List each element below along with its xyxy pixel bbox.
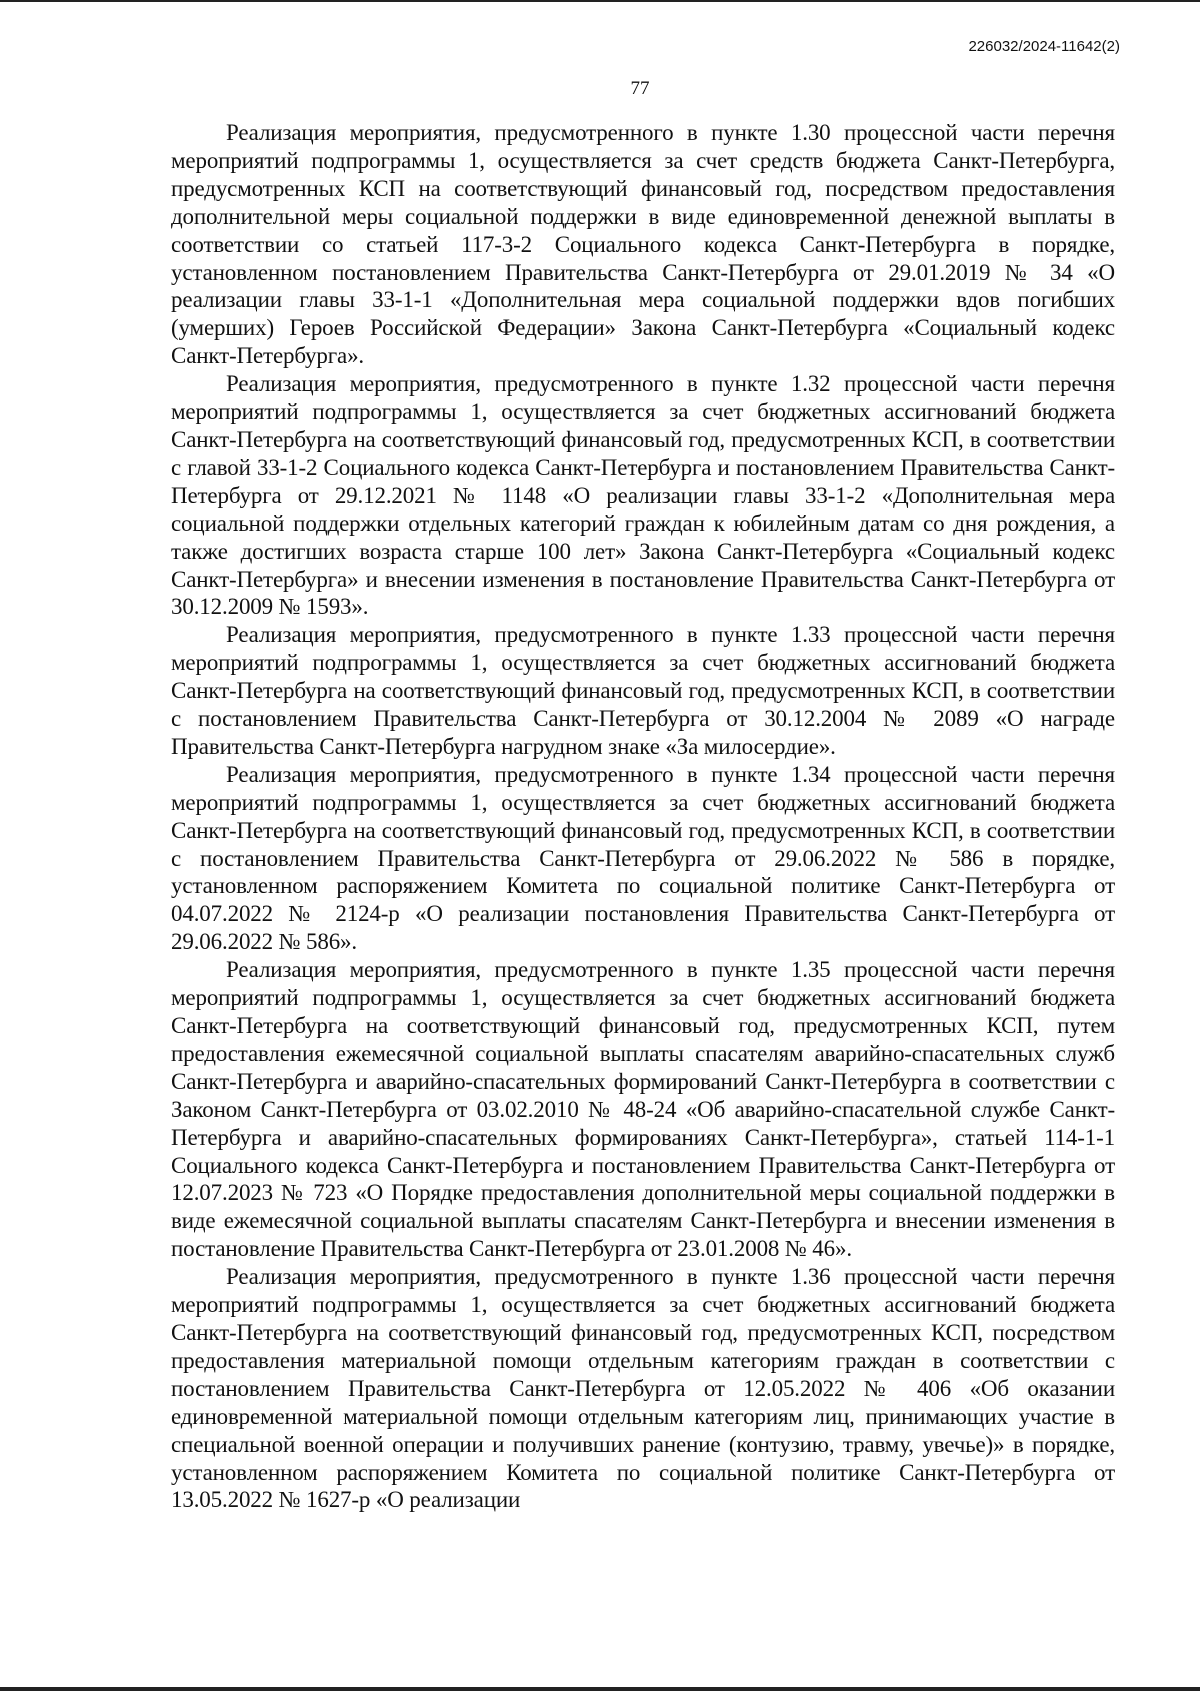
page-number: 77 <box>630 78 650 99</box>
paragraph-1-36: Реализация мероприятия, предусмотренного в пункте 1.36 процессной части перечня мероприятий подпрограммы 1, осуществляется за счет бюджетных ассигнований бюджета Санкт-Петербурга на соответствующий финансовый год, предусмотренных КСП, посредством предоставления материальной помощи отдельным категориям граждан в соответствии с постановлением Правительства Санкт-Петербурга от 12.05.2022 № 406 «Об оказании единовременной материальной помощи отдельным категориям лиц, принимающих участие в специальной военной операции и получивших ранение (контузию, травму, увечье)» в порядке, установленном распоряжением Комитета по социальной политике Санкт-Петербурга от 13.05.2022 № 1627-р «О реализации <box>171 1264 1115 1513</box>
bottom-border-line <box>0 1687 1200 1691</box>
paragraph-1-35: Реализация мероприятия, предусмотренного в пункте 1.35 процессной части перечня мероприятий подпрограммы 1, осуществляется за счет бюджетных ассигнований бюджета Санкт-Петербурга на соответствующий финансовый год, предусмотренных КСП, путем предоставления ежемесячной социальной выплаты спасателям аварийно-спасательных служб Санкт-Петербурга и аварийно-спасательных формирований Санкт-Петербурга в соответствии с Законом Санкт-Петербурга от 03.02.2010 № 48-24 «Об аварийно-спасательной службе Санкт-Петербурга и аварийно-спасательных формированиях Санкт-Петербурга», статьей 114-1-1 Социального кодекса Санкт-Петербурга и постановлением Правительства Санкт-Петербурга от 12.07.2023 № 723 «О Порядке предоставления дополнительной меры социальной поддержки в виде ежемесячной социальной выплаты спасателям Санкт-Петербурга и внесении изменения в постановление Правительства Санкт-Петербурга от 23.01.2008 № 46». <box>171 957 1115 1262</box>
document-registration-number: 226032/2024-11642(2) <box>968 38 1120 55</box>
paragraph-1-30: Реализация мероприятия, предусмотренного в пункте 1.30 процессной части перечня мероприятий подпрограммы 1, осуществляется за счет средств бюджета Санкт-Петербурга, предусмотренных КСП на соответствующий финансовый год, посредством предоставления дополнительной меры социальной поддержки в виде единовременной денежной выплаты в соответствии со статьей 117-3-2 Социального кодекса Санкт-Петербурга в порядке, установленном постановлением Правительства Санкт-Петербурга от 29.01.2019 № 34 «О реализации главы 33-1-1 «Дополнительная мера социальной поддержки вдов погибших (умерших) Героев Российской Федерации» Закона Санкт-Петербурга «Социальный кодекс Санкт-Петербурга». <box>171 120 1115 369</box>
paragraph-1-33: Реализация мероприятия, предусмотренного в пункте 1.33 процессной части перечня мероприятий подпрограммы 1, осуществляется за счет бюджетных ассигнований бюджета Санкт-Петербурга на соответствующий финансовый год, предусмотренных КСП, в соответствии с постановлением Правительства Санкт-Петербурга от 30.12.2004 № 2089 «О награде Правительства Санкт-Петербурга нагрудном знаке «За милосердие». <box>171 622 1115 759</box>
paragraph-1-34: Реализация мероприятия, предусмотренного в пункте 1.34 процессной части перечня мероприятий подпрограммы 1, осуществляется за счет бюджетных ассигнований бюджета Санкт-Петербурга на соответствующий финансовый год, предусмотренных КСП, в соответствии с постановлением Правительства Санкт-Петербурга от 29.06.2022 № 586 в порядке, установленном распоряжением Комитета по социальной политике Санкт-Петербурга от 04.07.2022 № 2124-р «О реализации постановления Правительства Санкт-Петербурга от 29.06.2022 № 586». <box>171 761 1115 955</box>
paragraph-1-32: Реализация мероприятия, предусмотренного в пункте 1.32 процессной части перечня мероприятий подпрограммы 1, осуществляется за счет бюджетных ассигнований бюджета Санкт-Петербурга на соответствующий финансовый год, предусмотренных КСП, в соответствии с главой 33-1-2 Социального кодекса Санкт-Петербурга и постановлением Правительства Санкт-Петербурга от 29.12.2021 № 1148 «О реализации главы 33-1-2 «Дополнительная мера социальной поддержки отдельных категорий граждан к юбилейным датам со дня рождения, а также достигших возраста старше 100 лет» Закона Санкт-Петербурга «Социальный кодекс Санкт-Петербурга» и внесении изменения в постановление Правительства Санкт-Петербурга от 30.12.2009 № 1593». <box>171 371 1115 620</box>
document-body <box>171 119 1115 1514</box>
top-border-line <box>0 0 1200 2</box>
